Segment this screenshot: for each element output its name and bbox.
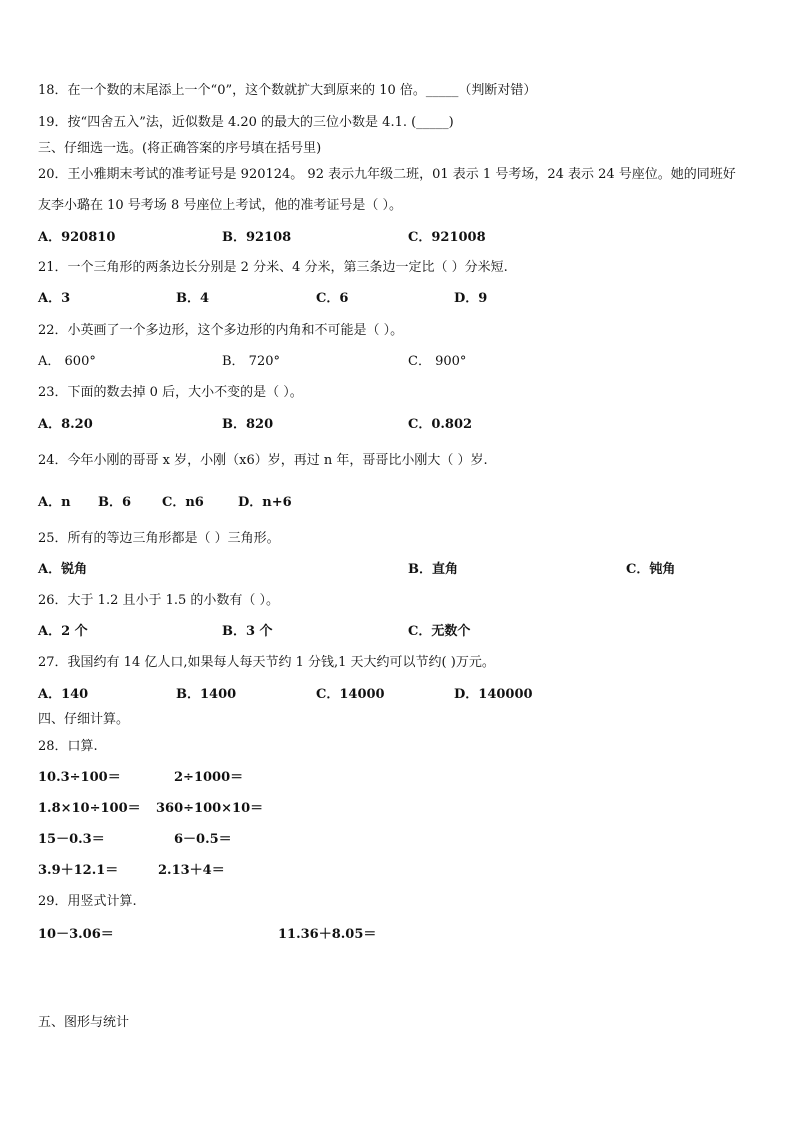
q24-option-c: C．n6 — [162, 495, 204, 510]
q21-option-a: A．3 — [38, 291, 71, 306]
q25-option-c: C．钝角 — [626, 562, 676, 577]
q22-option-b: B． 720° — [222, 354, 280, 369]
calc-item-8: 2.13＋4＝ — [158, 863, 225, 878]
q23-option-b: B．820 — [222, 417, 274, 432]
calc-item-1: 10.3÷100＝ — [38, 770, 121, 785]
q23-option-c: C．0.802 — [408, 417, 473, 432]
q24-option-b: B．6 — [98, 495, 132, 510]
question-22: 22．小英画了一个多边形，这个多边形的内角和不可能是（ ）。 — [38, 323, 404, 338]
calc-item-5: 15－0.3＝ — [38, 832, 105, 847]
q26-option-a: A．2 个 — [38, 624, 88, 639]
q25-option-a: A．锐角 — [38, 562, 88, 577]
vertical-calc-item-1: 10－3.06＝ — [38, 927, 114, 942]
calc-item-3: 1.8×10÷100＝ — [38, 801, 141, 816]
question-25: 25．所有的等边三角形都是（ ）三角形。 — [38, 531, 280, 546]
section-4-heading: 四、仔细计算。 — [38, 712, 130, 727]
q21-option-b: B．4 — [176, 291, 210, 306]
question-26: 26．大于 1.2 且小于 1.5 的小数有（ ）。 — [38, 593, 280, 608]
vertical-calc-item-2: 11.36＋8.05＝ — [278, 927, 377, 942]
question-20-line1: 20．王小雅期末考试的准考证号是 920124。 92 表示九年级二班，01 表示 1 号考场，24 表示 24 号座位。她的同班好 — [38, 167, 736, 182]
q27-option-b: B．1400 — [176, 687, 237, 702]
section-3-heading: 三、仔细选一选。(将正确答案的序号填在括号里) — [38, 141, 322, 156]
question-24: 24．今年小刚的哥哥 x 岁，小刚（x6）岁，再过 n 年，哥哥比小刚大（ ）岁. — [38, 453, 488, 468]
q21-option-c: C．6 — [316, 291, 349, 306]
calc-item-6: 6－0.5＝ — [174, 832, 232, 847]
q25-option-b: B．直角 — [408, 562, 458, 577]
q20-option-c: C．921008 — [408, 230, 486, 245]
q22-option-a: A． 600° — [38, 354, 96, 369]
question-28: 28．口算. — [38, 739, 98, 754]
question-23: 23．下面的数去掉 0 后，大小不变的是（ ）。 — [38, 385, 303, 400]
question-29: 29．用竖式计算. — [38, 894, 137, 909]
calc-item-4: 360÷100×10＝ — [156, 801, 264, 816]
q21-option-d: D．9 — [454, 291, 488, 306]
q23-option-a: A．8.20 — [38, 417, 93, 432]
calc-item-2: 2÷1000＝ — [174, 770, 244, 785]
q20-option-b: B．92108 — [222, 230, 292, 245]
q22-option-c: C． 900° — [408, 354, 467, 369]
q24-option-a: A．n — [38, 495, 71, 510]
calc-item-7: 3.9＋12.1＝ — [38, 863, 119, 878]
q27-option-a: A．140 — [38, 687, 89, 702]
question-20-line2: 友李小璐在 10 号考场 8 号座位上考试，他的准考证号是（ ）。 — [38, 198, 402, 213]
q20-option-a: A．920810 — [38, 230, 116, 245]
q27-option-c: C．14000 — [316, 687, 385, 702]
q27-option-d: D．140000 — [454, 687, 533, 702]
q26-option-b: B．3 个 — [222, 624, 273, 639]
question-18: 18．在一个数的末尾添上一个“0”，这个数就扩大到原来的 10 倍。_____（判断对错） — [38, 83, 537, 98]
question-19: 19．按“四舍五入”法，近似数是 4.20 的最大的三位小数是 4.1. (_____) — [38, 115, 454, 130]
q26-option-c: C．无数个 — [408, 624, 471, 639]
question-27: 27．我国约有 14 亿人口,如果每人每天节约 1 分钱,1 天大约可以节约( )万元。 — [38, 655, 495, 670]
q24-option-d: D．n+6 — [238, 495, 292, 510]
question-21: 21．一个三角形的两条边长分别是 2 分米、4 分米，第三条边一定比（ ）分米短. — [38, 260, 508, 275]
section-5-heading: 五、图形与统计 — [38, 1015, 130, 1030]
